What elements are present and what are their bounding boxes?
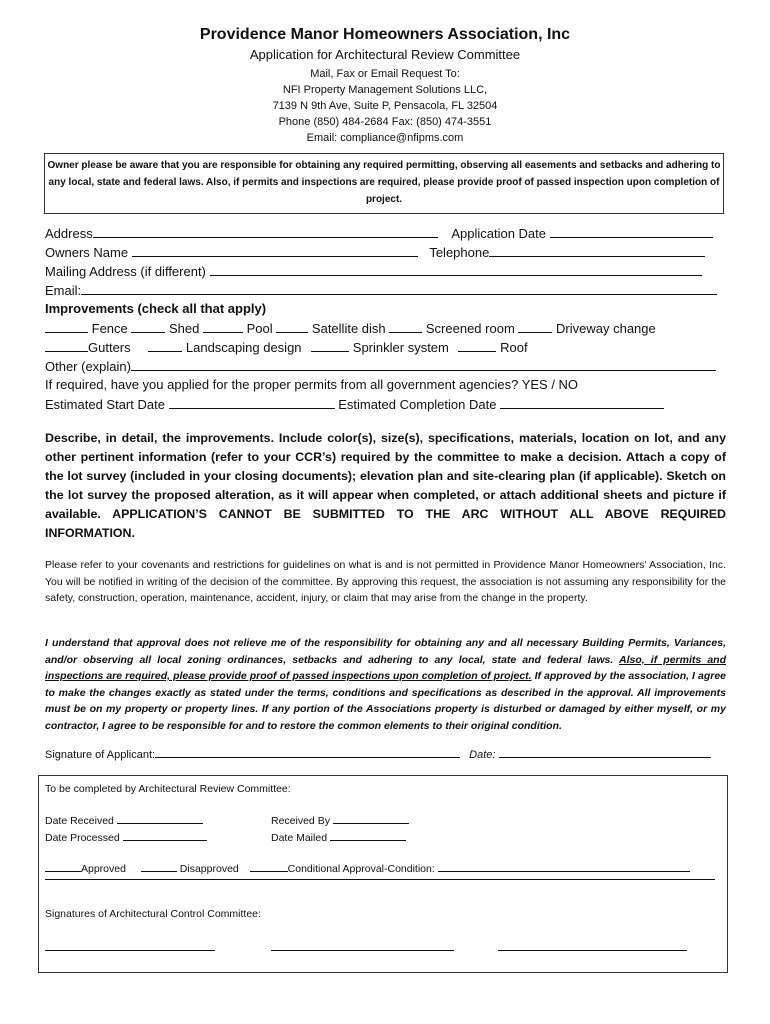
fence-checkbox[interactable] bbox=[45, 318, 88, 333]
improvements-row-1 bbox=[45, 318, 725, 337]
committee-signature-field[interactable] bbox=[498, 940, 687, 951]
committee-signature-field[interactable] bbox=[45, 940, 215, 951]
address-row bbox=[45, 223, 725, 242]
covenants-paragraph: Please refer to your covenants and restrictions for guidelines on what is and is not permitted in Providence Manor Homeowners' Association, Inc. You will be notified in writing of the decision of the committee. By approving this request, the association is not assuming any responsibility for the safety, construction, operation, maintenance, accident, injury, or claim that may arise from the change in the property. bbox=[45, 559, 726, 604]
date-processed-row bbox=[45, 830, 207, 844]
date-received-row bbox=[45, 813, 203, 827]
fence-label: Fence bbox=[91, 321, 128, 336]
improvements-heading: Improvements (check all that apply) bbox=[45, 301, 267, 316]
contact-line: Email: compliance@nfipms.com bbox=[306, 132, 464, 144]
agreement-text-cont: If approved by the association, I agree to make the changes exactly as stated under the terms, conditions and specifications as described in the approval. All improvements must be on my property or property lines. If any portion of the Associations property is disturbed or damaged by either myself, or my contractor, I agree to be responsible for and to restore the common elements to their original condition. bbox=[45, 670, 726, 732]
sprinkler-checkbox[interactable] bbox=[311, 337, 349, 352]
date-received-label: Date Received bbox=[45, 815, 114, 827]
address-field[interactable] bbox=[93, 223, 438, 238]
received-by-row bbox=[271, 813, 409, 827]
applicant-signature-field[interactable] bbox=[155, 746, 460, 758]
owner-row bbox=[45, 242, 725, 261]
pool-checkbox[interactable] bbox=[203, 318, 243, 333]
contact-line: 7139 N 9th Ave, Suite P, Pensacola, FL 32504 bbox=[272, 100, 498, 112]
application-date-label: Application Date bbox=[451, 226, 546, 241]
address-label: Address bbox=[45, 226, 93, 241]
describe-instructions: Describe, in detail, the improvements. Include color(s), size(s), specifications, materials, location on lot, and any other pertinent information (refer to your CCR’s) required by the committee to make a decision. Attach a copy of the lot survey (included in your closing documents); elevation plan and site-clearing plan (if applicable). Sketch on the lot survey the proposed alteration, as it will appear when completed, or attach additional sheets and picture if available. APPLICATION’S CANNOT BE SUBMITTED TO THE ARC WITHOUT ALL ABOVE REQUIRED INFORMATION. bbox=[45, 431, 726, 540]
gutters-checkbox[interactable] bbox=[45, 337, 88, 352]
landscaping-checkbox[interactable] bbox=[148, 337, 182, 352]
conditional-label: Conditional Approval-Condition: bbox=[287, 863, 435, 875]
contact-line: Mail, Fax or Email Request To: bbox=[310, 68, 460, 80]
telephone-field[interactable] bbox=[489, 242, 705, 257]
permit-notice: Owner please be aware that you are responsible for obtaining any required permitting, observing all easements and setbacks and adhering to any local, state and federal laws. Also, if permits and inspections are required, please provide proof of passed inspection upon completion of project. bbox=[44, 153, 724, 214]
date-mailed-row bbox=[271, 830, 406, 844]
driveway-checkbox[interactable] bbox=[518, 318, 552, 333]
signature-date-label: Date: bbox=[469, 749, 496, 761]
email-field[interactable] bbox=[81, 280, 717, 295]
received-by-field[interactable] bbox=[333, 813, 409, 824]
disapproved-label: Disapproved bbox=[179, 863, 239, 875]
landscaping-label: Landscaping design bbox=[185, 340, 302, 355]
other-field[interactable] bbox=[131, 356, 716, 371]
committee-signature-field[interactable] bbox=[271, 940, 454, 951]
date-mailed-field[interactable] bbox=[330, 830, 406, 841]
roof-label: Roof bbox=[500, 340, 528, 355]
contact-block bbox=[0, 66, 770, 146]
shed-checkbox[interactable] bbox=[131, 318, 165, 333]
date-received-field[interactable] bbox=[117, 813, 203, 824]
agreement-underlined: Also, if permits and inspections are required, please provide proof of passed inspections upon completion of project. bbox=[45, 653, 726, 682]
signature-row bbox=[45, 746, 725, 761]
agreement-text: I understand that approval does not relieve me of the responsibility for obtaining any and all necessary Building Permits, Variances, and/or observing all local zoning ordinances, setbacks and adhering to any local, state and federal laws. bbox=[45, 637, 726, 666]
start-date-label: Estimated Start Date bbox=[45, 397, 165, 412]
permits-question: If required, have you applied for the proper permits from all government agencies? YES / NO bbox=[45, 377, 579, 392]
application-date-field[interactable] bbox=[550, 223, 713, 238]
screened-room-label: Screened room bbox=[425, 321, 515, 336]
page-subtitle: Application for Architectural Review Committee bbox=[249, 47, 521, 62]
shed-label: Shed bbox=[169, 321, 200, 336]
sprinkler-label: Sprinkler system bbox=[352, 340, 449, 355]
screened-room-checkbox[interactable] bbox=[389, 318, 422, 333]
satellite-label: Satellite dish bbox=[311, 321, 386, 336]
completion-date-field[interactable] bbox=[500, 394, 664, 409]
satellite-checkbox[interactable] bbox=[276, 318, 308, 333]
date-processed-label: Date Processed bbox=[45, 832, 120, 844]
driveway-label: Driveway change bbox=[556, 321, 656, 336]
applicant-signature-label: Signature of Applicant: bbox=[45, 749, 156, 761]
date-processed-field[interactable] bbox=[123, 830, 207, 841]
dates-row bbox=[45, 394, 725, 413]
email-row bbox=[45, 280, 725, 299]
improvements-row-2 bbox=[45, 337, 725, 356]
gutters-label: Gutters bbox=[88, 340, 131, 355]
committee-signatures-label: Signatures of Architectural Control Committee: bbox=[45, 908, 261, 920]
approved-label: Approved bbox=[81, 863, 126, 875]
contact-line: Phone (850) 484-2684 Fax: (850) 474-3551 bbox=[278, 116, 492, 128]
other-row bbox=[45, 356, 725, 375]
signature-date-field[interactable] bbox=[499, 746, 711, 758]
contact-line: NFI Property Management Solutions LLC, bbox=[282, 84, 488, 96]
mailing-row bbox=[45, 261, 725, 280]
mailing-address-label: Mailing Address (if different) bbox=[45, 264, 206, 279]
telephone-label: Telephone bbox=[429, 245, 490, 260]
completion-date-label: Estimated Completion Date bbox=[338, 397, 497, 412]
pool-label: Pool bbox=[246, 321, 273, 336]
committee-heading: To be completed by Architectural Review Committee: bbox=[45, 783, 291, 795]
roof-checkbox[interactable] bbox=[458, 337, 496, 352]
owners-name-field[interactable] bbox=[132, 242, 418, 257]
received-by-label: Received By bbox=[271, 815, 330, 827]
date-mailed-label: Date Mailed bbox=[271, 832, 328, 844]
start-date-field[interactable] bbox=[169, 394, 335, 409]
owners-name-label: Owners Name bbox=[45, 245, 129, 260]
committee-box bbox=[38, 775, 728, 973]
mailing-address-field[interactable] bbox=[210, 261, 702, 276]
page-title: Providence Manor Homeowners Association, Inc bbox=[199, 26, 571, 43]
other-label: Other (explain) bbox=[45, 359, 131, 374]
condition-field-continued[interactable] bbox=[45, 869, 715, 880]
agreement-paragraph bbox=[45, 635, 726, 734]
email-label: Email: bbox=[45, 283, 82, 298]
